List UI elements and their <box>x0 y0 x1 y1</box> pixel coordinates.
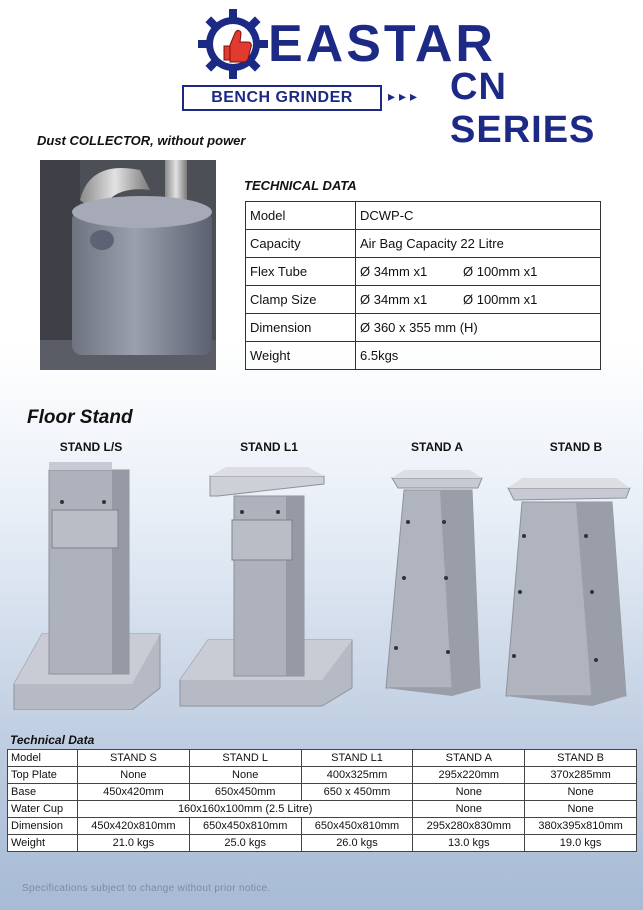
spec-value: DCWP-C <box>356 202 601 230</box>
spec-value: Ø 34mm x1 <box>360 292 428 307</box>
series-title: CN SERIES <box>450 66 596 151</box>
brand-name: EASTAR <box>268 15 496 73</box>
row-label: Weight <box>8 835 78 852</box>
stand-l1-image <box>178 462 354 710</box>
spec-label: Capacity <box>246 230 356 258</box>
table-cell: None <box>525 801 637 818</box>
table-row <box>8 784 637 801</box>
stand-ls-label: STAND L/S <box>59 440 123 454</box>
table-cell: 650 x 450mm <box>301 784 413 801</box>
table-cell: 650x450x810mm <box>301 818 413 835</box>
thumbs-up-gear-logo <box>197 8 269 80</box>
dust-collector-spec-table <box>245 201 601 370</box>
column-header: STAND S <box>78 750 190 767</box>
arrows-icon: ▸▸▸ <box>388 88 422 104</box>
table-cell: None <box>78 767 190 784</box>
table-cell: 26.0 kgs <box>301 835 413 852</box>
stand-b-image <box>500 462 635 710</box>
stand-l1-label: STAND L1 <box>240 440 298 454</box>
table-row <box>8 818 637 835</box>
column-header: STAND L <box>189 750 301 767</box>
spec-value: Ø 34mm x1 <box>360 264 428 279</box>
spec-value: Ø 360 x 355 mm (H) <box>356 314 601 342</box>
table-row <box>8 767 637 784</box>
column-header: STAND A <box>413 750 525 767</box>
table-cell: 13.0 kgs <box>413 835 525 852</box>
table-cell: 450x420mm <box>78 784 190 801</box>
row-label: Dimension <box>8 818 78 835</box>
spec-value: Air Bag Capacity 22 Litre <box>356 230 601 258</box>
spec-value: 6.5kgs <box>356 342 601 370</box>
spec-label: Dimension <box>246 314 356 342</box>
stand-b-label: STAND B <box>549 440 603 454</box>
dust-collector-heading: Dust COLLECTOR, without power <box>37 133 246 148</box>
table-cell: 650x450x810mm <box>189 818 301 835</box>
table-cell: 650x450mm <box>189 784 301 801</box>
table-row <box>8 801 637 818</box>
table-cell: None <box>189 767 301 784</box>
table-row <box>246 314 601 342</box>
row-label: Water Cup <box>8 801 78 818</box>
table-cell: 450x420x810mm <box>78 818 190 835</box>
row-label: Top Plate <box>8 767 78 784</box>
table-row <box>246 286 601 314</box>
bench-grinder-label: BENCH GRINDER <box>211 89 353 106</box>
spec-label: Flex Tube <box>246 258 356 286</box>
table-cell: 380x395x810mm <box>525 818 637 835</box>
table-row <box>246 342 601 370</box>
stand-a-label: STAND A <box>411 440 463 454</box>
spec-value: Ø 100mm x1 <box>463 264 538 279</box>
bench-grinder-label-box <box>188 85 376 111</box>
stand-technical-data-heading: Technical Data <box>10 733 95 747</box>
row-label: Base <box>8 784 78 801</box>
column-header: Model <box>8 750 78 767</box>
stand-ls-image <box>12 462 162 710</box>
spec-value-pair <box>356 258 601 286</box>
column-header: STAND B <box>525 750 637 767</box>
table-row <box>8 835 637 852</box>
floor-stand-heading: Floor Stand <box>27 407 133 428</box>
spec-label: Clamp Size <box>246 286 356 314</box>
table-cell: 25.0 kgs <box>189 835 301 852</box>
spec-label: Model <box>246 202 356 230</box>
table-cell: None <box>525 784 637 801</box>
dust-collector-photo <box>40 160 216 370</box>
table-cell: 160x160x100mm (2.5 Litre) <box>78 801 413 818</box>
table-cell: 295x220mm <box>413 767 525 784</box>
table-row <box>246 258 601 286</box>
technical-data-heading: TECHNICAL DATA <box>244 178 357 193</box>
spec-label: Weight <box>246 342 356 370</box>
table-cell: 370x285mm <box>525 767 637 784</box>
column-header: STAND L1 <box>301 750 413 767</box>
table-row <box>246 230 601 258</box>
table-cell: 19.0 kgs <box>525 835 637 852</box>
table-header-row <box>8 750 637 767</box>
spec-value-pair <box>356 286 601 314</box>
table-cell: 21.0 kgs <box>78 835 190 852</box>
table-cell: 295x280x830mm <box>413 818 525 835</box>
table-cell: 400x325mm <box>301 767 413 784</box>
stand-technical-data-table <box>7 749 637 852</box>
stand-a-image <box>378 462 488 710</box>
spec-value: Ø 100mm x1 <box>463 292 538 307</box>
table-row <box>246 202 601 230</box>
table-cell: None <box>413 784 525 801</box>
table-cell: None <box>413 801 525 818</box>
footer-disclaimer: Specifications subject to change without prior notice. <box>22 883 271 894</box>
